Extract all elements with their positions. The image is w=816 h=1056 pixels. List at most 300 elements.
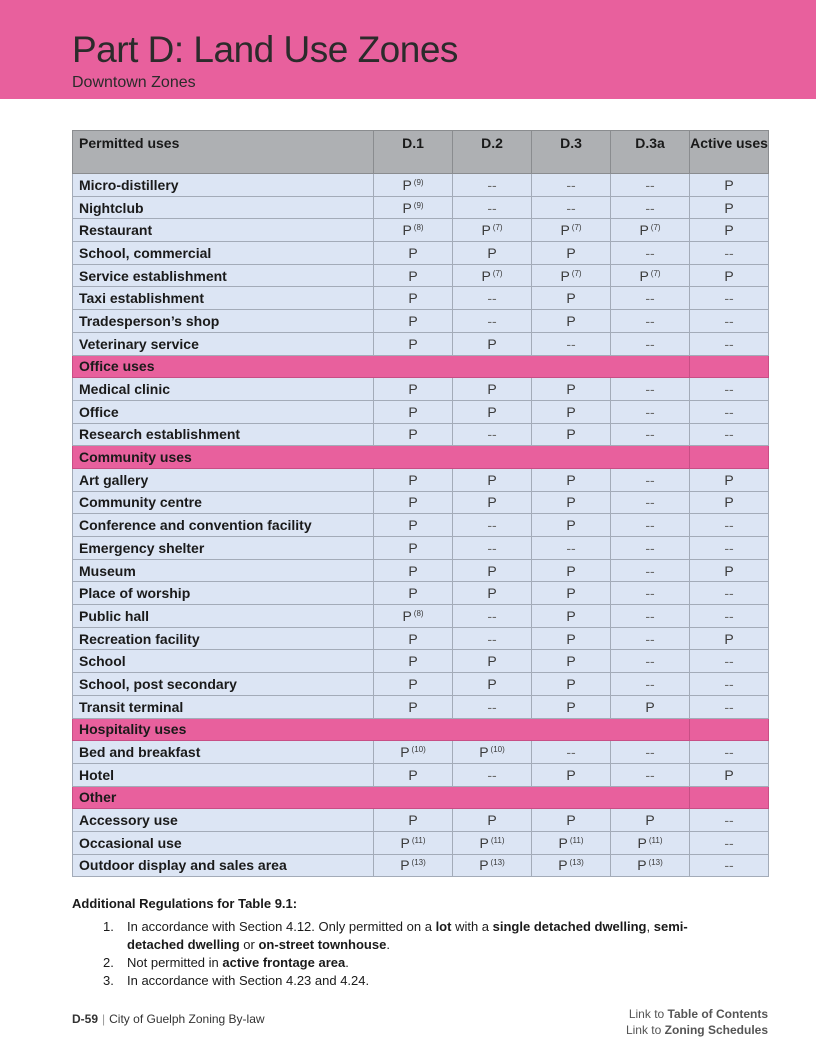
regulation-footnote: (8) — [413, 608, 424, 618]
permission-value: -- — [645, 199, 655, 216]
permission-cell — [611, 673, 690, 696]
regulation-footnote: (11) — [411, 835, 426, 845]
permission-value: -- — [645, 675, 655, 692]
permission-cell — [374, 468, 453, 491]
regulation-footnote: (13) — [490, 858, 505, 868]
permission-value: -- — [724, 312, 734, 329]
defined-term: lot — [435, 919, 452, 934]
regulation-text: In accordance with Section 4.12. Only permitted on a — [127, 919, 436, 934]
table-row — [73, 423, 769, 446]
permission-cell — [690, 695, 769, 718]
permission-cell — [611, 854, 690, 877]
permission-value: -- — [645, 562, 655, 579]
regulation-number: 3. — [103, 973, 114, 988]
footer-separator: | — [102, 1012, 106, 1026]
permission-cell — [532, 219, 611, 242]
permission-value: P — [400, 834, 410, 851]
permission-cell — [611, 196, 690, 219]
permission-cell — [611, 491, 690, 514]
permission-cell — [690, 332, 769, 355]
table-row — [73, 559, 769, 582]
permission-value: P — [566, 244, 576, 261]
permission-value: P — [487, 653, 497, 670]
permission-cell — [453, 468, 532, 491]
link-text: Zoning Schedules — [664, 1023, 768, 1037]
category-row — [73, 786, 769, 809]
regulation-footnote: (7) — [492, 268, 503, 278]
page-number: D-59 — [72, 1012, 99, 1026]
permission-value: -- — [724, 744, 734, 761]
category-row — [73, 355, 769, 378]
permission-value: P — [639, 222, 649, 239]
permission-cell — [453, 831, 532, 854]
permission-cell — [690, 219, 769, 242]
use-name-cell: Emergency shelter — [73, 537, 374, 560]
regulation-text: Not permitted in — [127, 955, 223, 970]
category-row — [73, 446, 769, 469]
column-header-active-uses: Active uses — [690, 131, 769, 174]
permission-value: -- — [487, 199, 497, 216]
permission-value: -- — [645, 517, 655, 534]
document-title: City of Guelph Zoning By-law — [109, 1012, 265, 1026]
table-row — [73, 264, 769, 287]
permission-cell — [374, 196, 453, 219]
permission-cell — [453, 423, 532, 446]
permission-value: P — [400, 744, 410, 761]
use-name-cell: Micro-distillery — [73, 174, 374, 197]
permission-cell — [374, 287, 453, 310]
permission-value: P — [408, 494, 418, 511]
permission-value: P — [560, 267, 570, 284]
permission-cell — [453, 673, 532, 696]
permission-value: P — [724, 176, 734, 193]
permission-value: P — [566, 630, 576, 647]
permission-value: P — [487, 812, 497, 829]
permission-cell — [374, 741, 453, 764]
permission-value: P — [408, 812, 418, 829]
permission-value: P — [724, 562, 734, 579]
permission-cell — [690, 242, 769, 265]
permission-cell — [611, 468, 690, 491]
permission-cell — [453, 287, 532, 310]
permission-value: -- — [724, 834, 734, 851]
permission-cell — [532, 582, 611, 605]
permission-cell — [374, 423, 453, 446]
permission-cell — [611, 763, 690, 786]
permission-value: -- — [487, 630, 497, 647]
permission-value: -- — [645, 539, 655, 556]
permission-value: -- — [724, 381, 734, 398]
permission-value: P — [408, 698, 418, 715]
permission-value: P — [566, 698, 576, 715]
table-row — [73, 763, 769, 786]
permission-cell — [611, 378, 690, 401]
permission-cell — [690, 287, 769, 310]
category-row — [73, 718, 769, 741]
permission-value: -- — [645, 244, 655, 261]
regulation-text: , — [646, 919, 654, 934]
regulation-text: . — [345, 955, 349, 970]
permission-cell — [690, 582, 769, 605]
use-name-cell: Place of worship — [73, 582, 374, 605]
permission-cell — [532, 673, 611, 696]
use-name-cell: Community centre — [73, 491, 374, 514]
permission-cell — [453, 695, 532, 718]
table-row — [73, 582, 769, 605]
use-name-cell: Nightclub — [73, 196, 374, 219]
permission-value: P — [566, 585, 576, 602]
table-row — [73, 673, 769, 696]
permission-value: -- — [645, 630, 655, 647]
permission-cell — [690, 537, 769, 560]
permission-value: P — [558, 834, 568, 851]
regulation-footnote: (13) — [648, 858, 663, 868]
permission-value: P — [408, 471, 418, 488]
permission-cell — [453, 537, 532, 560]
permission-value: P — [402, 222, 412, 239]
table-row — [73, 400, 769, 423]
permission-value: -- — [487, 607, 497, 624]
permission-cell — [611, 650, 690, 673]
permission-value: P — [487, 562, 497, 579]
regulation-text: or — [239, 937, 259, 952]
permission-value: -- — [487, 312, 497, 329]
permission-cell — [532, 514, 611, 537]
permission-value: P — [408, 244, 418, 261]
permission-value: P — [637, 857, 647, 874]
permission-value: P — [402, 607, 412, 624]
permission-value: -- — [645, 607, 655, 624]
table-row — [73, 468, 769, 491]
defined-term: active frontage area — [222, 955, 346, 970]
permission-cell — [611, 605, 690, 628]
permission-value: -- — [724, 539, 734, 556]
permission-cell — [690, 809, 769, 832]
permission-value: P — [566, 494, 576, 511]
column-header-d3: D.3 — [532, 131, 611, 174]
permission-cell — [453, 741, 532, 764]
permission-cell — [532, 695, 611, 718]
permission-value: P — [408, 539, 418, 556]
permission-value: P — [487, 471, 497, 488]
permission-cell — [532, 310, 611, 333]
category-blank-cell — [690, 718, 769, 741]
permission-value: -- — [566, 335, 576, 352]
page-title: Part D: Land Use Zones — [72, 29, 458, 70]
table-row — [73, 310, 769, 333]
permission-value: P — [408, 630, 418, 647]
permission-cell — [532, 287, 611, 310]
permission-value: -- — [487, 426, 497, 443]
permission-value: -- — [724, 585, 734, 602]
regulation-text: In accordance with Section 4.23 and 4.24. — [127, 973, 370, 988]
table-row — [73, 378, 769, 401]
permission-cell — [374, 582, 453, 605]
permission-cell — [532, 605, 611, 628]
permission-value: -- — [724, 698, 734, 715]
permission-value: -- — [645, 471, 655, 488]
permission-cell — [453, 627, 532, 650]
table-row — [73, 695, 769, 718]
permission-cell — [374, 332, 453, 355]
regulation-number: 2. — [103, 955, 114, 970]
permission-value: P — [487, 335, 497, 352]
permission-cell — [690, 423, 769, 446]
permission-cell — [374, 809, 453, 832]
permission-cell — [611, 242, 690, 265]
permission-cell — [374, 559, 453, 582]
use-name-cell: Occasional use — [73, 831, 374, 854]
permission-value: P — [566, 766, 576, 783]
regulation-footnote: (11) — [648, 835, 663, 845]
permission-value: P — [487, 675, 497, 692]
permission-cell — [532, 763, 611, 786]
permission-cell — [532, 423, 611, 446]
permission-value: P — [566, 312, 576, 329]
permission-value: P — [724, 267, 734, 284]
permission-value: P — [487, 381, 497, 398]
regulation-footnote: (7) — [492, 223, 503, 233]
permission-value: P — [408, 312, 418, 329]
table-row — [73, 627, 769, 650]
permission-value: -- — [724, 653, 734, 670]
use-name-cell: Accessory use — [73, 809, 374, 832]
permission-value: P — [645, 812, 655, 829]
permission-value: P — [639, 267, 649, 284]
permission-value: -- — [645, 290, 655, 307]
permission-value: P — [479, 834, 489, 851]
regulation-footnote: (11) — [569, 835, 584, 845]
permission-value: P — [566, 607, 576, 624]
table-row — [73, 174, 769, 197]
permission-value: -- — [566, 744, 576, 761]
use-name-cell: Bed and breakfast — [73, 741, 374, 764]
permission-value: -- — [645, 766, 655, 783]
zoning-schedules-link[interactable] — [626, 1022, 768, 1038]
permission-cell — [611, 559, 690, 582]
permission-value: P — [402, 176, 412, 193]
table-row — [73, 242, 769, 265]
permission-value: P — [558, 857, 568, 874]
permission-cell — [453, 310, 532, 333]
permission-cell — [690, 310, 769, 333]
use-name-cell: Research establishment — [73, 423, 374, 446]
permission-cell — [374, 605, 453, 628]
use-name-cell: Taxi establishment — [73, 287, 374, 310]
permission-value: P — [408, 675, 418, 692]
permission-cell — [611, 287, 690, 310]
permission-cell — [690, 196, 769, 219]
footer-page-info — [72, 1012, 265, 1026]
permission-cell — [374, 763, 453, 786]
permission-cell — [611, 310, 690, 333]
table-row — [73, 650, 769, 673]
permission-value: P — [400, 857, 410, 874]
permission-cell — [611, 423, 690, 446]
permission-value: P — [724, 494, 734, 511]
use-name-cell: Museum — [73, 559, 374, 582]
permission-value: -- — [724, 426, 734, 443]
use-name-cell: Conference and convention facility — [73, 514, 374, 537]
category-label: Community uses — [73, 446, 690, 469]
permission-cell — [611, 219, 690, 242]
column-header-d3a: D.3a — [611, 131, 690, 174]
table-row — [73, 287, 769, 310]
permission-cell — [374, 219, 453, 242]
permission-value: -- — [724, 857, 734, 874]
permission-cell — [374, 400, 453, 423]
permission-cell — [690, 559, 769, 582]
permission-value: P — [566, 812, 576, 829]
permission-cell — [453, 491, 532, 514]
permission-value: -- — [645, 312, 655, 329]
footer-links — [626, 1006, 768, 1038]
permission-cell — [611, 809, 690, 832]
permission-cell — [453, 219, 532, 242]
permission-value: P — [645, 698, 655, 715]
use-name-cell: School, commercial — [73, 242, 374, 265]
regulation-footnote: (7) — [650, 223, 661, 233]
regulation-text: with a — [451, 919, 493, 934]
permission-value: P — [487, 494, 497, 511]
use-name-cell: Transit terminal — [73, 695, 374, 718]
use-name-cell: Art gallery — [73, 468, 374, 491]
permission-cell — [690, 831, 769, 854]
permission-cell — [374, 514, 453, 537]
permission-cell — [532, 400, 611, 423]
defined-term: on-street townhouse — [258, 937, 387, 952]
permission-value: -- — [487, 290, 497, 307]
permission-cell — [532, 537, 611, 560]
table-body — [73, 174, 769, 877]
permission-value: P — [487, 244, 497, 261]
permission-value: P — [481, 222, 491, 239]
permission-value: P — [566, 471, 576, 488]
regulation-item — [103, 972, 727, 990]
permission-cell — [453, 196, 532, 219]
permission-value: P — [566, 562, 576, 579]
use-name-cell: Public hall — [73, 605, 374, 628]
permission-value: -- — [487, 176, 497, 193]
permission-value: -- — [645, 335, 655, 352]
permission-value: P — [566, 675, 576, 692]
permission-value: -- — [724, 517, 734, 534]
table-row — [73, 809, 769, 832]
permission-value: P — [408, 585, 418, 602]
permission-cell — [611, 537, 690, 560]
use-name-cell: Recreation facility — [73, 627, 374, 650]
link-prefix: Link to — [628, 1007, 668, 1021]
use-name-cell: Tradesperson’s shop — [73, 310, 374, 333]
regulation-item — [103, 918, 727, 954]
permission-cell — [532, 378, 611, 401]
permission-cell — [453, 650, 532, 673]
permission-cell — [453, 854, 532, 877]
permission-value: -- — [566, 176, 576, 193]
permission-cell — [453, 264, 532, 287]
permission-cell — [453, 242, 532, 265]
permission-cell — [690, 514, 769, 537]
permission-cell — [374, 627, 453, 650]
permission-value: -- — [645, 176, 655, 193]
regulation-footnote: (13) — [569, 858, 584, 868]
use-name-cell: Hotel — [73, 763, 374, 786]
permission-cell — [374, 491, 453, 514]
permission-value: -- — [645, 403, 655, 420]
permission-cell — [690, 400, 769, 423]
permission-cell — [611, 264, 690, 287]
permission-cell — [532, 264, 611, 287]
permission-value: -- — [645, 426, 655, 443]
permission-cell — [374, 264, 453, 287]
permission-value: P — [724, 471, 734, 488]
use-name-cell: Service establishment — [73, 264, 374, 287]
permission-cell — [690, 491, 769, 514]
permission-cell — [690, 854, 769, 877]
permission-value: P — [402, 199, 412, 216]
permitted-uses-table — [72, 130, 769, 877]
permission-cell — [453, 378, 532, 401]
permission-cell — [453, 559, 532, 582]
use-name-cell: School, post secondary — [73, 673, 374, 696]
permission-cell — [690, 741, 769, 764]
permission-value: P — [408, 653, 418, 670]
column-header-d2: D.2 — [453, 131, 532, 174]
table-row — [73, 514, 769, 537]
permission-cell — [532, 809, 611, 832]
permission-value: -- — [724, 607, 734, 624]
permission-cell — [611, 831, 690, 854]
permission-value: P — [560, 222, 570, 239]
permission-value: -- — [645, 585, 655, 602]
permission-cell — [690, 605, 769, 628]
permission-value: -- — [724, 675, 734, 692]
table-row — [73, 219, 769, 242]
permission-value: P — [566, 290, 576, 307]
permission-value: P — [566, 653, 576, 670]
permission-value: -- — [566, 539, 576, 556]
regulation-footnote: (7) — [571, 268, 582, 278]
permission-cell — [453, 582, 532, 605]
permission-cell — [690, 650, 769, 673]
permission-cell — [532, 468, 611, 491]
defined-term: single detached dwelling — [492, 919, 647, 934]
permission-value: -- — [487, 766, 497, 783]
permission-cell — [453, 174, 532, 197]
additional-regulations-list — [103, 918, 727, 990]
table-row — [73, 537, 769, 560]
permission-value: -- — [487, 517, 497, 534]
permission-cell — [453, 332, 532, 355]
permission-cell — [611, 332, 690, 355]
use-name-cell: Medical clinic — [73, 378, 374, 401]
permission-value: P — [724, 630, 734, 647]
permission-cell — [532, 174, 611, 197]
permission-value: P — [487, 403, 497, 420]
table-row — [73, 491, 769, 514]
permission-cell — [690, 378, 769, 401]
permission-value: P — [479, 744, 489, 761]
permission-cell — [611, 695, 690, 718]
permission-cell — [374, 650, 453, 673]
permission-value: P — [566, 381, 576, 398]
table-header-row — [73, 131, 769, 174]
table-row — [73, 332, 769, 355]
permission-value: -- — [724, 244, 734, 261]
regulation-footnote: (9) — [413, 200, 424, 210]
permission-cell — [611, 174, 690, 197]
table-of-contents-link[interactable] — [626, 1006, 768, 1022]
